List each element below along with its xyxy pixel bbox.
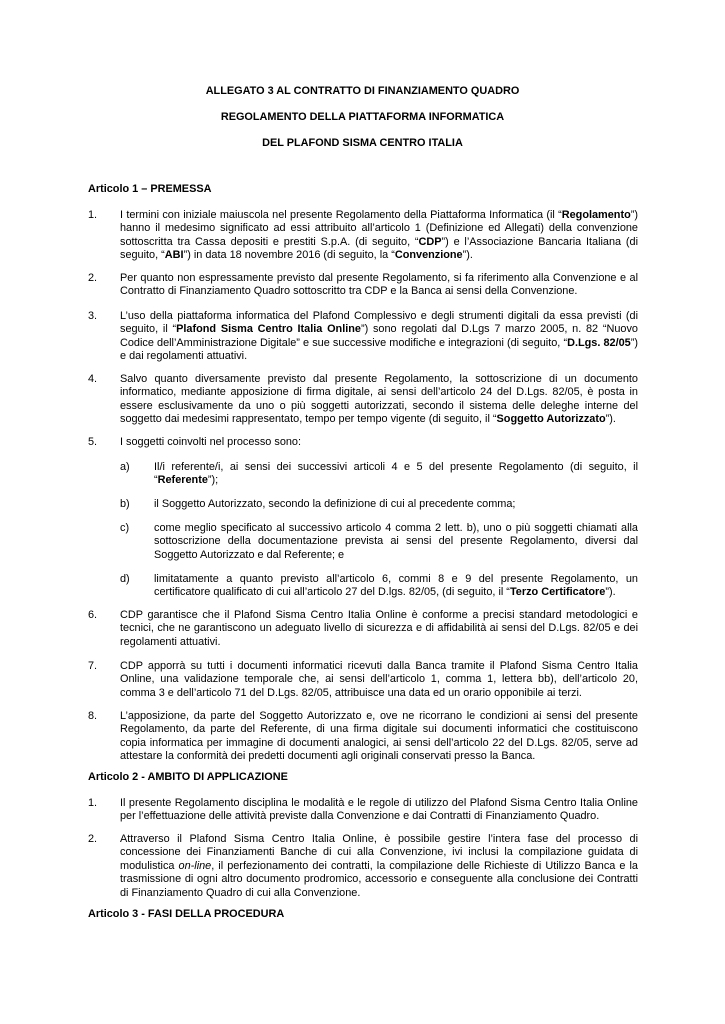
subitem-text: Il/i referente/i, ai sensi dei successivi articoli 4 e 5 del presente Regolamento (di seguito, il “Referente”); xyxy=(154,461,638,487)
document-title: ALLEGATO 3 AL CONTRATTO DI FINANZIAMENTO QUADRO xyxy=(205,85,520,97)
article-1-subitem-d xyxy=(120,573,638,600)
paragraph-number: 5. xyxy=(88,436,98,448)
subitem-letter: b) xyxy=(120,498,130,510)
article-1-subitem-b xyxy=(120,498,638,511)
article-1-subitem-a xyxy=(120,461,638,488)
article-1-paragraph-7 xyxy=(88,660,638,700)
paragraph-number: 2. xyxy=(88,833,98,845)
subitem-text: il Soggetto Autorizzato, secondo la definizione di cui al precedente comma; xyxy=(154,498,516,510)
article-1-paragraph-5 xyxy=(88,436,638,449)
article-1-paragraph-1 xyxy=(88,209,638,263)
article-1-paragraph-2 xyxy=(88,272,638,299)
paragraph-number: 2. xyxy=(88,272,98,284)
article-2-paragraph-1 xyxy=(88,797,638,824)
document-subtitle-2: DEL PLAFOND SISMA CENTRO ITALIA xyxy=(262,137,463,149)
paragraph-text: Attraverso il Plafond Sisma Centro Italia Online, è possibile gestire l’intera fase del processo di concessione dei Finanziamenti Banche di cui alla Convenzione, ivi inclusi la compilazione guidata di modulistica on-line, il perfezionamento dei contratti, la compilazione delle Richieste di Utilizzo Banca e la trasmissione di ogni altro documento prodromico, accessorio e conseguente alla conclusione dei Contratti di Finanziamento Quadro di cui alla Convenzione. xyxy=(120,833,638,899)
paragraph-text: Salvo quanto diversamente previsto dal presente Regolamento, la sottoscrizione di un documento informatico, mediante apposizione di firma digitale, ai sensi dell’articolo 24 del D.Lgs. 82/05, è posta in essere esclusivamente da uno o più soggetti autorizzati, secondo il sistema delle deleghe interne del soggetto dai medesimi rappresentato, tempo per tempo vigente (di seguito, il “Soggetto Autorizzato”). xyxy=(120,373,638,426)
paragraph-number: 4. xyxy=(88,373,98,385)
paragraph-text: I soggetti coinvolti nel processo sono: xyxy=(120,436,302,448)
paragraph-number: 3. xyxy=(88,310,98,322)
subitem-letter: a) xyxy=(120,461,130,473)
subitem-text: come meglio specificato al successivo articolo 4 comma 2 lett. b), uno o più soggetti chiamati alla sottoscrizione della documentazione prevista ai sensi del presente Regolamento, diversi dal Soggetto Autorizzato e dal Referente; e xyxy=(154,522,638,561)
paragraph-number: 8. xyxy=(88,710,98,722)
paragraph-text: L’apposizione, da parte del Soggetto Autorizzato e, ove ne ricorrano le condizioni ai sensi del presente Regolamento, da parte del Referente, di una firma digitale sui documenti informatici che costituiscono copia informatica per immagine di documenti analogici, ai sensi dell’articolo 22 del D.Lgs. 82/05, serve ad attestare la conformità dei predetti documenti agli originali conservati presso la Banca. xyxy=(120,710,638,763)
article-1-heading: Articolo 1 – PREMESSA xyxy=(88,183,212,195)
paragraph-text: Il presente Regolamento disciplina le modalità e le regole di utilizzo del Plafond Sisma Centro Italia Online per l’effettuazione delle attività previste dalla Convenzione e dai Contratti di Finanziamento Quadro. xyxy=(120,797,638,823)
paragraph-number: 1. xyxy=(88,209,98,221)
paragraph-number: 7. xyxy=(88,660,98,672)
subitem-letter: d) xyxy=(120,573,130,585)
paragraph-text: CDP apporrà su tutti i documenti informatici ricevuti dalla Banca tramite il Plafond Sisma Centro Italia Online, una validazione temporale che, ai sensi dell’articolo 1, comma 1, lettera bb), dell’articolo 20, comma 3 e dell’articolo 71 del D.Lgs. 82/05, attribuisce una data ed un orario opponibile ai terzi. xyxy=(120,660,638,699)
paragraph-number: 6. xyxy=(88,609,98,621)
article-1-subitem-c xyxy=(120,522,638,562)
paragraph-text: Per quanto non espressamente previsto dal presente Regolamento, si fa riferimento alla Convenzione e al Contratto di Finanziamento Quadro sottoscritto tra CDP e la Banca ai sensi della Convenzione. xyxy=(120,272,638,298)
article-2-paragraph-2 xyxy=(88,833,638,900)
article-1-paragraph-8 xyxy=(88,710,638,764)
article-2-heading: Articolo 2 - AMBITO DI APPLICAZIONE xyxy=(88,771,288,783)
document-subtitle: REGOLAMENTO DELLA PIATTAFORMA INFORMATICA xyxy=(220,111,505,123)
article-1-paragraph-6 xyxy=(88,609,638,649)
paragraph-text: I termini con iniziale maiuscola nel presente Regolamento della Piattaforma Informatica (il “Regolamento”) hanno il medesimo significato ad essi attribuito all’articolo 1 (Definizione ed Allegati) della convenzione sottoscritta tra Cassa depositi e prestiti S.p.A. (di seguito, “CDP”) e l’Associazione Bancaria Italiana (di seguito, “ABI”) in data 18 novembre 2016 (di seguito, la “Convenzione”). xyxy=(120,209,638,262)
paragraph-number: 1. xyxy=(88,797,98,809)
subitem-text: limitatamente a quanto previsto all’articolo 6, commi 8 e 9 del presente Regolamento, un certificatore qualificato di cui all’articolo 27 del D.lgs. 82/05, (di seguito, il “Terzo Certificatore”). xyxy=(154,573,638,599)
article-1-paragraph-3 xyxy=(88,310,638,364)
article-1-paragraph-4 xyxy=(88,373,638,427)
subitem-letter: c) xyxy=(120,522,130,534)
paragraph-text: CDP garantisce che il Plafond Sisma Centro Italia Online è conforme a precisi standard metodologici e tecnici, che ne garantiscono un adeguato livello di sicurezza e di affidabilità ai sensi del D.Lgs. 82/05 e dei regolamenti attuativi. xyxy=(120,609,638,648)
paragraph-text: L’uso della piattaforma informatica del Plafond Complessivo e degli strumenti digitali da essa previsti (di seguito, il “Plafond Sisma Centro Italia Online”) sono regolati dal D.Lgs 7 marzo 2005, n. 82 “Nuovo Codice dell’Amministrazione Digitale” e sue successive modifiche e integrazioni (di seguito, “D.Lgs. 82/05”) e dai regolamenti attuativi. xyxy=(120,310,638,363)
article-3-heading: Articolo 3 - FASI DELLA PROCEDURA xyxy=(88,908,285,920)
